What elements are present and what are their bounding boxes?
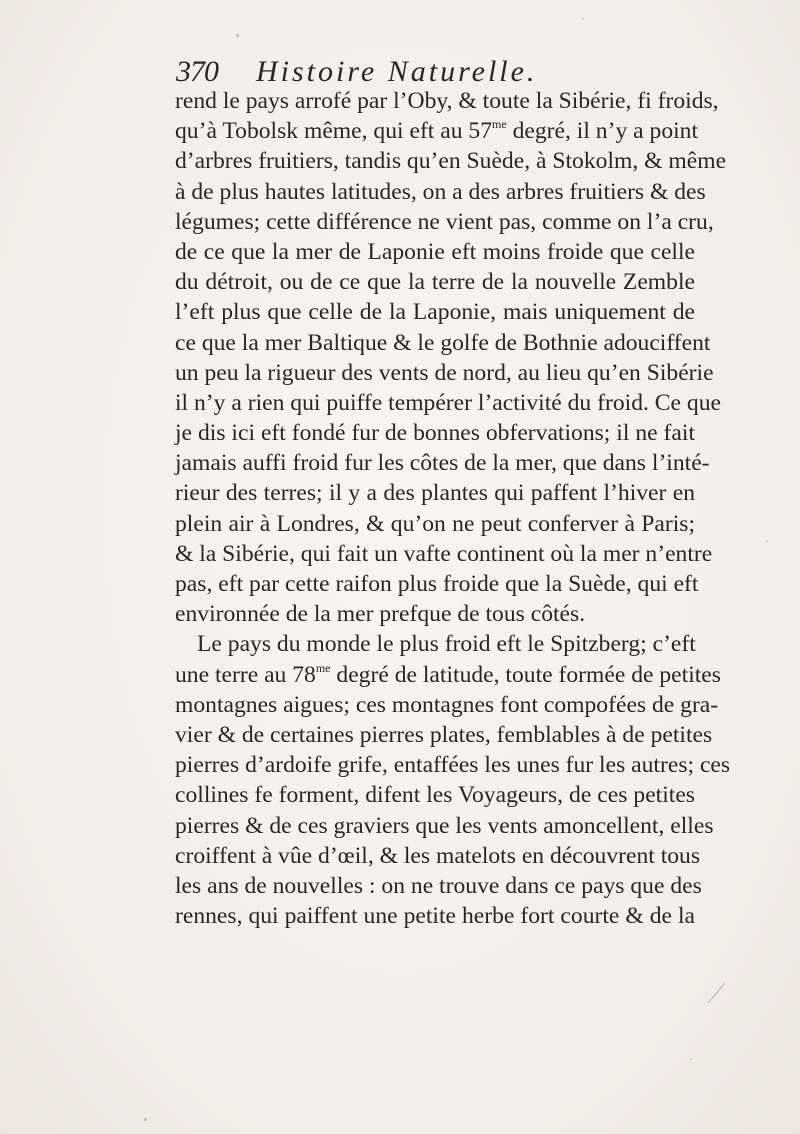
text-line — [175, 237, 695, 267]
text-line-content: rieur des terres; il y a des plantes qui paffent l’hiver en — [175, 480, 695, 507]
text-line-content: plein air à Londres, & qu’on ne peut conferver à Paris; — [175, 510, 695, 537]
text-line — [175, 539, 713, 569]
text-line — [175, 478, 695, 508]
text-line-content: croiffent à vûe d’œil, & les matelots en découvrent tous — [175, 842, 701, 869]
text-line-content: vier & de certaines pierres plates, femblables à de petites — [175, 721, 713, 748]
text-line-content: pierres & de ces graviers que les vents amoncellent, elles — [175, 812, 714, 839]
paper-speck — [766, 540, 768, 542]
text-line — [175, 418, 695, 448]
text-line-continuation: degré, il n’y a point — [506, 118, 699, 145]
ordinal-superscript: me — [492, 117, 507, 132]
text-line — [175, 297, 695, 327]
text-line-content: d’arbres fruitiers, tandis qu’en Suède, à Stokolm, & même — [175, 148, 727, 175]
text-line — [175, 599, 695, 629]
text-line — [175, 690, 719, 720]
text-line-content: jamais auffi froid fur les côtes de la mer, que dans l’inté- — [175, 450, 710, 477]
text-line — [175, 871, 702, 901]
text-line — [175, 811, 714, 841]
text-line — [175, 267, 695, 297]
text-line — [175, 116, 699, 146]
text-line-content: l’eft plus que celle de la Laponie, mais uniquement de — [175, 299, 695, 326]
text-line — [175, 146, 727, 176]
text-line-content: pierres d’ardoife grife, entaffées les unes fur les autres; ces — [175, 752, 731, 779]
running-title: Histoire Naturelle. — [256, 55, 538, 88]
text-line-content: pas, eft par cette raifon plus froide que la Suède, qui eft — [175, 571, 699, 597]
paper-speck — [612, 912, 614, 914]
text-line — [175, 509, 695, 539]
text-line-content: montagnes aigues; ces montagnes font compofées de gra- — [175, 691, 719, 718]
text-line-content: légumes; cette différence ne vient pas, comme on l’a cru, — [175, 208, 714, 235]
page-number: 370 — [176, 55, 218, 88]
text-line-content: à de plus hautes latitudes, on a des arbres fruitiers & des — [175, 178, 706, 205]
body-text — [175, 86, 731, 931]
paper-speck — [690, 1058, 692, 1060]
text-line — [175, 720, 713, 750]
paper-speck — [236, 34, 239, 37]
text-line-content: environnée de la mer prefque de tous côtés. — [175, 601, 586, 628]
text-line — [175, 207, 714, 237]
text-line-content: un peu la rigueur des vents de nord, au lieu qu’en Sibérie — [175, 359, 714, 386]
text-line — [175, 750, 731, 780]
text-line-content: les ans de nouvelles : on ne trouve dans ce pays que des — [175, 872, 702, 899]
paper-speck — [582, 18, 584, 20]
text-line — [175, 780, 695, 810]
text-line-content: rennes, qui paiffent une petite herbe fort courte & de la — [175, 903, 695, 930]
text-line-continuation: degré de latitude, toute formée de petites — [330, 661, 721, 688]
text-line-content: qu’à Tobolsk même, qui eft au 57 — [175, 118, 493, 145]
paper-speck — [144, 1118, 147, 1121]
text-line-content: Le pays du monde le plus froid eft le Spitzberg; c’eft — [197, 631, 696, 658]
text-line — [175, 841, 701, 871]
text-line — [175, 388, 721, 418]
text-line-content: ce que la mer Baltique & le golfe de Bothnie adouciffent — [175, 329, 711, 356]
text-line-content: une terre au 78 — [175, 661, 316, 688]
text-line — [175, 660, 721, 690]
text-line-content: je dis ici eft fondé fur de bonnes obfervations; il ne fait — [175, 420, 695, 447]
text-line — [175, 177, 706, 207]
text-line — [175, 328, 711, 358]
text-line-content: de ce que la mer de Laponie eft moins froide que celle — [175, 238, 695, 265]
text-line — [175, 358, 714, 388]
text-line — [175, 901, 695, 931]
ordinal-superscript: me — [315, 660, 331, 675]
text-line — [175, 86, 719, 116]
text-line — [175, 629, 695, 659]
text-line-content: il n’y a rien qui puiffe tempérer l’activité du froid. Ce que — [175, 389, 721, 416]
text-line-content: collines fe forment, difent les Voyageurs, de ces petites — [175, 782, 695, 809]
text-line — [175, 569, 699, 599]
text-line-content: & la Sibérie, qui fait un vafte continent où la mer n’entre — [175, 540, 713, 567]
paper-mark — [708, 983, 725, 1004]
text-line — [175, 448, 710, 478]
text-line-content: du détroit, ou de ce que la terre de la nouvelle Zemble — [175, 269, 695, 296]
text-line-content: rend le pays arrofé par l’Oby, & toute la Sibérie, fi froids, — [175, 88, 719, 114]
